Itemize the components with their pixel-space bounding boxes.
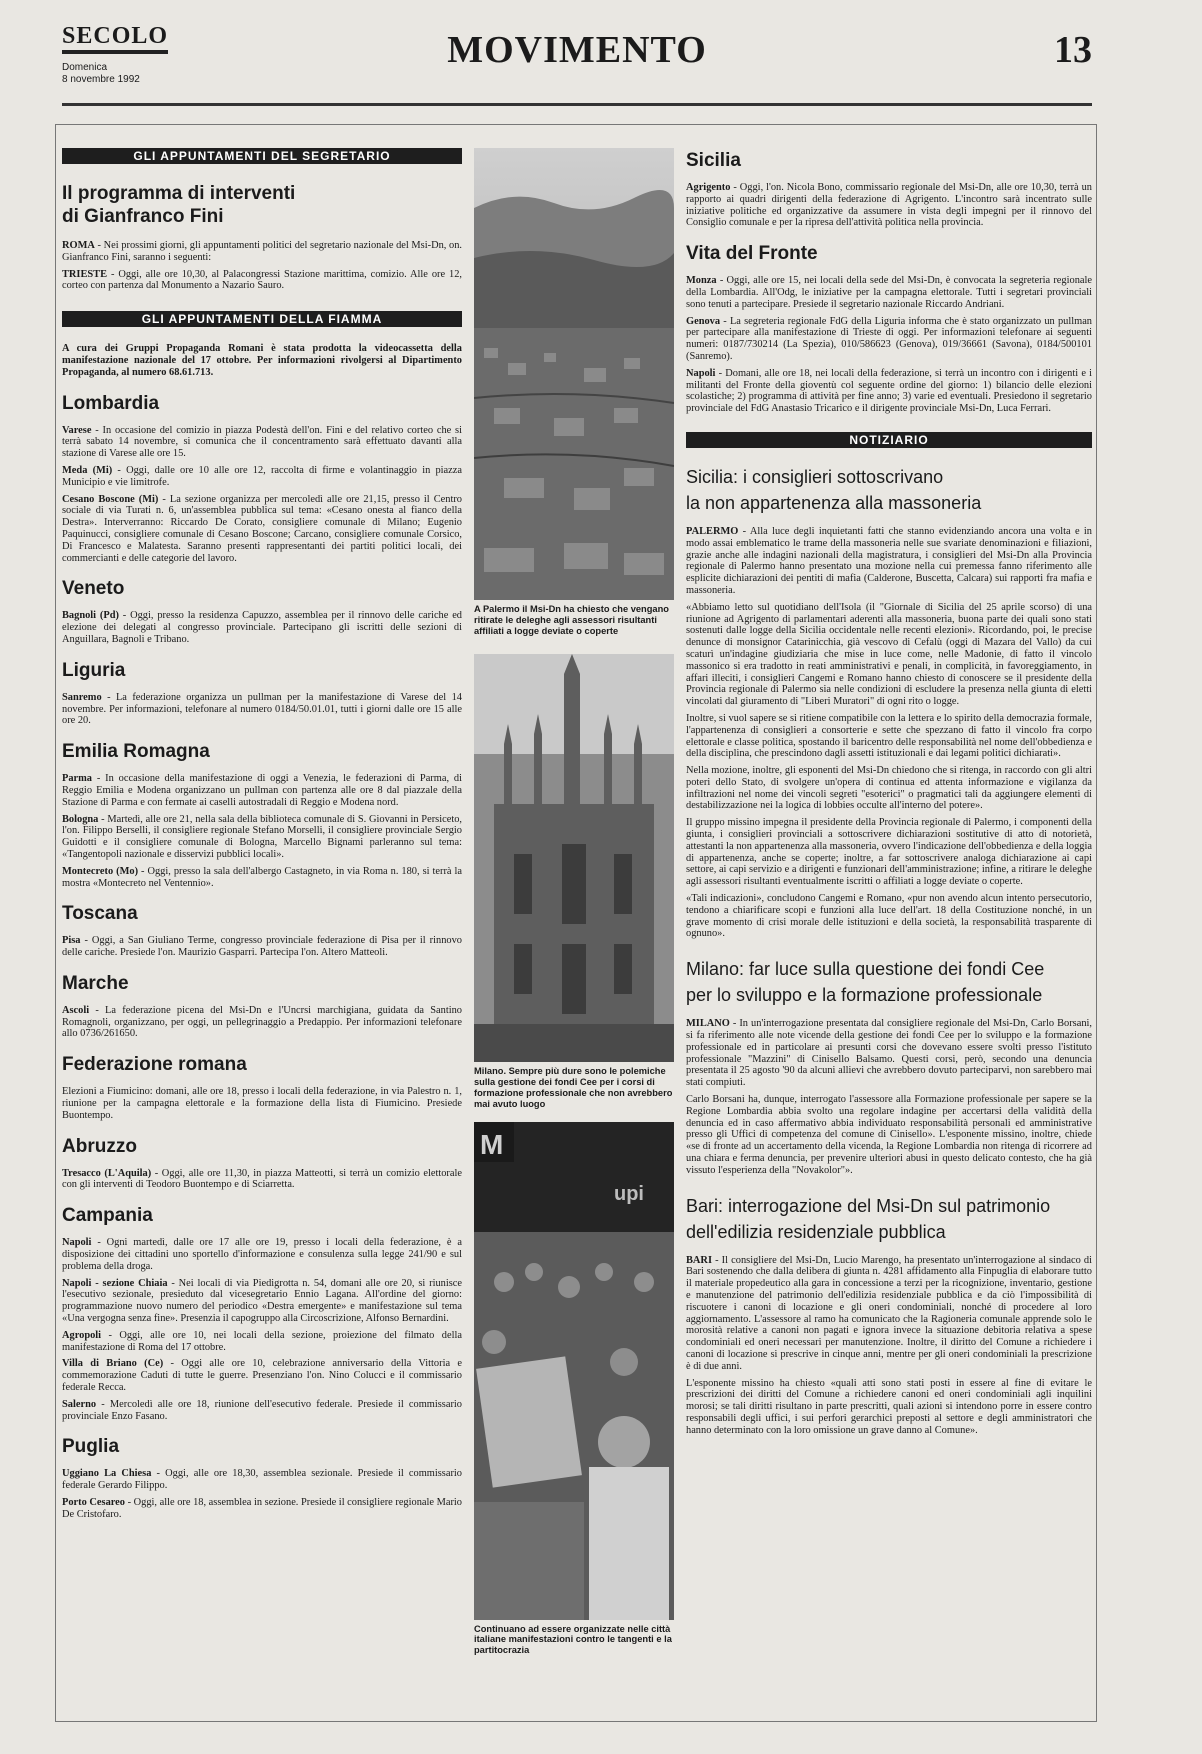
paragraph: [686, 316, 1092, 363]
paragraph: [62, 1330, 462, 1354]
paragraph: [686, 1378, 1092, 1437]
protest-crowd-image: [474, 1122, 674, 1620]
paragraph: [62, 692, 462, 727]
paragraph-text: - La sezione organizza per mercoledì alle ore 21,15, presso il Centro sociale di via Turati n. 6, un'assemblea pubblica sul tema: «Cesano onesta al fianco della Destra». Interverranno: Riccardo De Corato, consigliere comunale di Milano; Eugenio Paquinucci, consigliere comunale di Cesano Boscone; Carcano, consigliere comunale Corsico, Di Francesco e Malatesta. Saranno presenti rappresentanti dei partiti politici locali, dei commercianti e delle categorie del lavoro.: [62, 493, 462, 564]
sicilia-title: Sicilia: [686, 150, 741, 171]
paragraph-text: - Oggi, alle ore 15, nei locali della sede del Msi-Dn, è convocata la segreteria regionale della Lombardia. All'Odg, le iniziative per la campagna elettorale. Tutti i segretari provinciali sono tenuti a partecipare. Presiede il segretario nazionale Riccardo Andriani.: [686, 275, 1092, 310]
place-label: Salerno: [62, 1398, 97, 1410]
paragraph-text: - La federazione picena del Msi-Dn e l'Uncrsi marchigiana, guidata da Santino Romagnoli, organizzano, per oggi, un pellegrinaggio a Predappio. Per informazioni telefonare allo 0736/261650.: [62, 1004, 462, 1040]
paragraph: [62, 866, 462, 890]
paragraph-text: - Oggi, alle ore 18, assemblea in sezione. Presiede il consigliere regionale Mario De Cristofaro.: [62, 1497, 463, 1520]
news-headline-line2: dell'edilizia residenziale pubblica: [686, 1221, 946, 1242]
paragraph: [62, 1168, 462, 1192]
region-heading: Marche: [62, 972, 129, 994]
paragraph: [62, 1278, 462, 1325]
region-heading: Campania: [62, 1205, 153, 1227]
region-heading: Abruzzo: [62, 1135, 137, 1157]
roma-text: - Nei prossimi giorni, gli appuntamenti politici del segretario nazionale del Msi-Dn, on. Gianfranco Fini, saranno i seguenti:: [62, 240, 462, 263]
place-label: Uggiano La Chiesa: [62, 1468, 152, 1480]
place-label: Napoli - sezione Chiaia: [62, 1277, 168, 1289]
place-label: Bagnoli (Pd): [62, 610, 119, 622]
masthead: [62, 22, 1092, 92]
paragraph-text: Inoltre, si vuol sapere se si ritiene compatibile con la lettera e lo spirito della democrazia formale, l'appartenenza di consiglieri a consorterie e sette che spezzano di fatto il vincolo fra corpo elettorale e classe politica, spostando il baricentro delle responsabilità nel nome dell'obbedienza e della disciplina, che prescindono dagli assetti istituzionali e dai legami politici dichiarati».: [686, 712, 1092, 760]
milano-photo: [474, 654, 674, 1062]
paragraph-text: - In occasione del comizio in piazza Podestà dell'on. Fini e del relativo corteo che si terrà sabato 14 novembre, si comunica che il concentramento sarà effettuato davanti alla stazione di Varese alle ore 15.: [62, 424, 462, 460]
place-label: Sanremo: [62, 691, 102, 703]
notiziario-bar: NOTIZIARIO: [686, 432, 1092, 448]
region-heading: Emilia Romagna: [62, 741, 210, 763]
paragraph: [62, 1497, 462, 1521]
page-number: 13: [1054, 29, 1092, 71]
news-headline-line1: Sicilia: i consiglieri sottoscrivano: [686, 466, 944, 487]
news-headline: [686, 464, 1092, 516]
agrigento-paragraph: [686, 182, 1092, 229]
paragraph: [686, 1255, 1092, 1373]
paragraph: [62, 1358, 462, 1393]
paragraph: [686, 1094, 1092, 1177]
trieste-label: TRIESTE: [62, 268, 108, 280]
palermo-caption: A Palermo il Msi-Dn ha chiesto che vengano ritirate le deleghe agli assessori risultanti affiliati a logge deviate o coperte: [474, 604, 669, 636]
svg-text:upi: upi: [614, 1182, 644, 1205]
paragraph-text: - Oggi, a San Giuliano Terme, congresso provinciale federazione di Pisa per il rinnovo delle cariche. Presiede l'on. Maurizio Gasparri. Partecipa l'on. Altero Matteoli.: [62, 935, 462, 959]
region-heading: Veneto: [62, 578, 125, 600]
news-headline-line1: Bari: interrogazione del Msi-Dn sul patrimonio: [686, 1195, 1051, 1216]
news-headline: [686, 956, 1092, 1008]
paragraph-text: Nella mozione, inoltre, gli esponenti del Msi-Dn chiedono che si ritenga, in raccordo con gli altri poteri dello Stato, di svolgere un'opera di continua ed attenta informazione e vigilanza da infiltrazioni nel nome dei vincoli segreti "esoterici" o pragmatici tali da aggiungere elementi di destabilizzazione nei la logica di lobbies occulte all'interno del potere».: [686, 765, 1092, 812]
paragraph-text: - Mercoledì alle ore 18, riunione dell'esecutivo federale. Presiede il commissario provinciale Enzo Fasano.: [62, 1398, 462, 1422]
place-label: PALERMO: [686, 525, 739, 537]
fini-headline-line2: di Gianfranco Fini: [62, 206, 224, 227]
paragraph-text: - Ogni martedì, dalle ore 17 alle ore 19, presso i locali della federazione, è a disposizione dei cittadini uno sportello d'informazione e consulenza sulla legge 241/90 e sul problema della droga.: [62, 1237, 462, 1272]
agrigento-text: - Oggi, l'on. Nicola Bono, commissario regionale del Msi-Dn, alle ore 10,30, terrà un rapporto ai quadri dirigenti della federazione di Agrigento. L'incontro sarà incentrato sulle iniziative politiche ed organizzative da assumere in vista degli impegni per il rinnovo del Consiglio comunale e per la ripresa dell'attività politica nella provincia.: [686, 182, 1092, 229]
place-label: Bologna: [62, 813, 99, 825]
place-label: MILANO: [686, 1018, 730, 1030]
paragraph-text: - La segreteria regionale FdG della Liguria informa che è stato organizzato un pullman per partecipare alla manifestazione di Trieste di oggi. Per informazioni telefonare ai seguenti numeri: 0187/730214 (La Spezia), 010/586623 (Genova), 019/36661 (Savona), 0184/500101 (Sanremo).: [686, 315, 1092, 362]
place-label: Genova: [686, 315, 721, 327]
milano-duomo-image: [474, 654, 674, 1062]
svg-text:M: M: [480, 1128, 504, 1160]
news-list: [686, 464, 1092, 1437]
protest-caption: Continuano ad essere organizzate nelle città italiane manifestazioni contro le tangenti e la partitocrazia: [474, 1623, 672, 1656]
place-label: Parma: [62, 773, 93, 785]
paragraph-text: - Oggi alle ore 10, celebrazione anniversario della Vittoria e commemorazione Caduti di tutte le guerre. Presenziano l'on. Nino Colucci e il commissario federale Recca.: [62, 1358, 462, 1394]
place-label: BARI: [686, 1254, 712, 1266]
news-headline-line2: la non appartenenza alla massoneria: [686, 492, 982, 513]
place-label: Monza: [686, 275, 717, 287]
paragraph: [686, 1018, 1092, 1089]
paragraph: [62, 425, 462, 460]
milano-caption: Milano. Sempre più dure sono le polemiche sulla gestione dei fondi Cee per i corsi di formazione professionale che non avrebbero mai avuto luogo: [474, 1066, 673, 1109]
paragraph-text: - Oggi, dalle ore 10 alle ore 12, raccolta di firme e volantinaggio in piazza Municipio e vie limitrofe.: [62, 464, 463, 488]
paragraph: [686, 765, 1092, 812]
place-label: Ascoli: [62, 1004, 90, 1016]
paragraph-text: Elezioni a Fiumicino: domani, alle ore 18, presso i locali della federazione, in via Palestro n. 1, riunione per la campagna elettorale e la formazione della lista di Fiumicino. Presiede Buontempo.: [62, 1086, 462, 1121]
roma-paragraph: [62, 240, 462, 264]
paragraph-text: - Oggi, presso la residenza Capuzzo, assemblea per il rinnovo delle cariche ed elezione dei delegati al congresso provinciale. Partecipano gli iscritti delle sezioni di Anguillara, Bagnoli e Tribano.: [62, 610, 463, 645]
paragraph-text: «Abbiamo letto sul quotidiano dell'Isola (il "Giornale di Sicilia del 25 aprile scorso) di una riunione ad Agrigento di parlamentari aderenti alla massoneria, buona parte dei quali sono stati sostenuti dalle logge della Sicilia occidentale nelle recenti elezioni». Ricordando, poi, le precise denunce di monsignor Catarinicchia, già vescovo di Cefalù (oggi di Mazara del Vallo) da cui scaturì un'indagine giudiziaria che mise in luce come, nelle Madonie, di fatto il vincolo massonico si era tradotto in reati amministrativi e penali, in complicità, in favoreggiamento, in affari illeciti, i consiglieri Cangemi e Romano hanno chiesto di conoscere se il presidente della Provincia regionale di Palermo sia nelle condizioni di escludere la presenza nella giunta di eletti vincolati dal giuramento di "Liberi Muratori" di ogni rito o logge.: [686, 601, 1092, 708]
paragraph: [62, 465, 462, 489]
protest-photo: [474, 1122, 674, 1620]
paragraph: [62, 1086, 462, 1121]
regions-list: [62, 393, 462, 1521]
place-label: Montecreto (Mo): [62, 865, 139, 877]
header-rule: [62, 103, 1092, 106]
left-column: [62, 148, 462, 1526]
paragraph-text: - Oggi, alle ore 11,30, in piazza Matteotti, si terrà un comizio elettorale con gli interventi di Teodoro Buontempo e di Sciarretta.: [62, 1167, 462, 1191]
right-column: [686, 148, 1092, 1442]
paragraph-text: Carlo Borsani ha, dunque, interrogato l'assessore alla Formazione professionale per sapere se la Regione Lombardia abbia svolto una regolare indagine per accertarsi della validità della denuncia ed in caso affermativo abbia individuato responsabilità personali ed amministrative presso gli Uffici di competenza del comune di Cinisello». L'esponente missino, inoltre, chiede «se di fronte ad un accertamento della vicenda, la Regione Lombardia non ritenga di ricorrere ad una chiara e ferma denuncia, per prevenire ulteriori abusi in questo delicato contesto, che ha già vissuto l'esperienza della "Novakolor"».: [686, 1094, 1092, 1176]
paragraph-text: - Oggi, alle ore 10, nei locali della sezione, proiezione del filmato della manifestazione di Roma del 17 ottobre.: [62, 1329, 462, 1353]
region-heading: Federazione romana: [62, 1054, 247, 1076]
paragraph-text: - Nei locali di via Piedigrotta n. 54, domani alle ore 20, si riunisce l'esecutivo sezionale, presieduto dal vicesegretario Ennio Lagana. All'ordine del giorno: programmazione nuovo numero del periodico «Destra emergente» e manifestazione sul tema «Una vergogna senza fine». Presenzia il capogruppo alla Circoscrizione, Alfonso Bernardini.: [62, 1277, 462, 1325]
place-label: Villa di Briano (Ce): [62, 1358, 164, 1370]
fronte-title: Vita del Fronte: [686, 243, 818, 265]
paragraph: [62, 1237, 462, 1272]
section-title: MOVIMENTO: [447, 29, 707, 71]
newspaper-logo: SECOLO: [62, 22, 168, 54]
paragraph: [686, 602, 1092, 708]
region-heading: Lombardia: [62, 392, 160, 414]
propaganda-paragraph: A cura dei Gruppi Propaganda Romani è stata prodotta la videocassetta della manifestazione nazionale del 17 ottobre. Per informazioni rivolgersi al Dipartimento Propaganda, al numero 68.61.713.: [62, 343, 462, 378]
paragraph-text: - Martedì, alle ore 21, nella sala della biblioteca comunale di S. Giovanni in Persiceto, l'on. Filippo Berselli, il consigliere regionale Stefano Morselli, il consigliere provinciale Sergio Guidotti e il consigliere comunale di Bologna, Marcello Bignami parleranno sul tema: «Tangentopoli nazionale e disservizi pubblici locali».: [62, 813, 462, 860]
trieste-paragraph: [62, 269, 462, 293]
paragraph-text: - Alla luce degli inquietanti fatti che stanno evidenziando ancora una volta e in modo assai emblematico le trame della massoneria nelle sue svariate denominazioni e filiazioni, grazie anche alle indagini nazionali della magistratura, i consiglieri del Msi-Dn alla Provincia regionale di Palermo hanno presentato una mozione nella cui premessa fanno riferimento alle esplicite dichiarazioni dei pentiti di mafia (Calderone, Buscetta, Calcara) sui rapporti fra mafia e massoneria.: [686, 525, 1092, 596]
place-label: Meda (Mi): [62, 464, 113, 476]
place-label: Tresacco (L'Aquila): [62, 1167, 152, 1179]
place-label: Napoli: [686, 367, 716, 379]
paragraph: [62, 773, 462, 808]
trieste-text: - Oggi, alle ore 10,30, al Palacongressi Stazione marittima, comizio. Alle ore 12, corteo con partenza dal Monumento a Nazario Sauro.: [62, 268, 462, 292]
paragraph: [686, 275, 1092, 310]
palermo-panorama-image: [474, 148, 674, 600]
fronte-list: [686, 275, 1092, 415]
paragraph-text: - Oggi, presso la sala dell'albergo Castagneto, in via Roma n. 180, si terrà la mostra «Montecreto nel Ventennio».: [62, 865, 462, 889]
paragraph: [62, 494, 462, 565]
paragraph-text: - Domani, alle ore 18, nei locali della federazione, si terrà un incontro con i dirigenti e i militanti del Fronte della gioventù col seguente ordine del giorno: 1) bilancio delle elezioni scolastiche; 2) programma di attività per fine anno; 3) varie ed eventuali. Presiedono il segretario provinciale del FdG Anastasio Tricarico e il dirigente provinciale Msi-Dn, Luca Ferrari.: [686, 367, 1092, 415]
paragraph: [686, 893, 1092, 940]
region-heading: Puglia: [62, 1436, 120, 1458]
paragraph: [686, 817, 1092, 888]
paragraph-text: - Il consigliere del Msi-Dn, Lucio Marengo, ha presentato un'interrogazione al sindaco di Bari sostenendo che dalla delibera di giunta n. 4281 affidamento alla Finpuglia di elaborare tutto il materiale propedeutico alla gara in concessione a terzi per la ricognizione, inventario, gestione e manutenzione del patrimonio dell'edilizia residenziale pubblica e da ciò l'impossibilità di riscuotere i canoni di locazione e gli oneri condominiali, nonché di procedere al loro aggiornamento. L'assessore al ramo ha comunicato che la Ragioneria comunale apprende solo le morosità relative a canoni non pagati e ignora invece la situazione debitoria relativa a spese condominiali ed oneri necessari per manutenzione. Inoltre, il diritto del Comune a richiedere i canoni di locazione si prescrive in cinque anni, mentre per gli oneri condominiali la prescrizione è di due anni.: [686, 1254, 1092, 1372]
paragraph: [686, 368, 1092, 415]
agrigento-label: Agrigento: [686, 182, 731, 193]
place-label: Porto Cesareo: [62, 1497, 125, 1509]
fini-headline: [62, 182, 462, 228]
paragraph-text: L'esponente missino ha chiesto «quali atti sono stati posti in essere al fine di evitare le prescrizioni dei diritti del Comune a richiedere canoni ed oneri condominiali agli inquilini morosi; se tali diritti risultano in parte prescritti, quali azioni si intendono porre in essere contro responsabili degli uffici, i sui perfori gerarchici preposti al settore e degli amministratori che hanno determinato con la loro omissione un grave danno al Comune».: [686, 1377, 1092, 1436]
issue-full-date: 8 novembre 1992: [62, 74, 140, 85]
place-label: Cesano Boscone (Mi): [62, 493, 159, 505]
region-heading: Toscana: [62, 903, 138, 925]
news-headline: [686, 1193, 1092, 1245]
roma-label: ROMA: [62, 240, 95, 251]
news-headline-line1: Milano: far luce sulla questione dei fondi Cee: [686, 959, 1045, 980]
secretary-bar: GLI APPUNTAMENTI DEL SEGRETARIO: [62, 148, 462, 164]
palermo-photo: [474, 148, 674, 600]
paragraph: [62, 1005, 462, 1040]
issue-day: Domenica: [62, 62, 108, 73]
paragraph-text: - In un'interrogazione presentata dal consigliere regionale del Msi-Dn, Carlo Borsani, si fa riferimento alle note vicende della gestione dei fondi Cee per lo sviluppo e la formazione professionale ed in particolare ai presunti corsi che dovevano essere svolti presso l'istituto professionale "Mazzini" di Cinisello Balsamo. Questi corsi, però, secondo una denuncia presentata il 25 agosto '90 da alcuni allievi che avrebbero dovuto parteciparvi, non sarebbero mai stati compiuti.: [686, 1018, 1092, 1089]
paragraph: [62, 1399, 462, 1423]
paragraph-text: - Oggi, alle ore 18,30, assemblea sezionale. Presiede il commissario federale Gerardo Filippo.: [62, 1468, 462, 1492]
place-label: Agropoli: [62, 1329, 102, 1341]
paragraph: [62, 814, 462, 861]
region-heading: Liguria: [62, 659, 126, 681]
paragraph: [62, 935, 462, 959]
paragraph: [686, 713, 1092, 760]
place-label: Pisa: [62, 935, 81, 947]
place-label: Napoli: [62, 1237, 92, 1249]
news-headline-line2: per lo sviluppo e la formazione professionale: [686, 985, 1043, 1006]
place-label: Varese: [62, 424, 92, 436]
paragraph-text: «Tali indicazioni», concludono Cangemi e Romano, «pur non avendo alcun intento persecutorio, tendono a chiarificare scopi e funzioni alla luce dell'art. 18 della Costituzione nonché, in un grave momento di crisi morale delle istituzioni e della società, la responsabilità trasparente di ognuno».: [686, 893, 1092, 940]
paragraph-text: Il gruppo missino impegna il presidente della Provincia regionale di Palermo, i componenti della giunta, i consiglieri provinciali a sottoscrivere dichiarazioni sostitutive di atto di notorietà, attestanti la non appartenenza alla massoneria, ovvero l'indicazione dell'obbedienza e della loggia di appartenenza, anche se coperte; inoltre, a far sottoscrivere analoga dichiarazione ai capi settore, ai capi servizio e a dirigenti e funzionari dell'amministrazione; infine, a ritirare le deleghe agli assessori risultanti eventualmente iscritti o affiliati a logge deviate o coperte.: [686, 817, 1092, 888]
paragraph-text: - La federazione organizza un pullman per la manifestazione di Varese del 14 novembre. Per informazioni, telefonare al numero 0184/50.01.01, tutti i giorni dalle ore 15 alle ore 20.: [62, 691, 462, 727]
paragraph: [62, 1468, 462, 1492]
paragraph: [686, 526, 1092, 597]
paragraph: [62, 610, 462, 645]
fiamma-bar: GLI APPUNTAMENTI DELLA FIAMMA: [62, 311, 462, 327]
paragraph-text: - In occasione della manifestazione di oggi a Venezia, le federazioni di Parma, di Reggio Emilia e Modena organizzano un pullman con partenza alle ore 8 dal piazzale della Stazione di Parma e con fermate ai caselli autostradali di Reggio e Modena nord.: [62, 773, 462, 808]
fini-headline-line1: Il programma di interventi: [62, 183, 296, 204]
photo-column: [474, 148, 674, 1666]
